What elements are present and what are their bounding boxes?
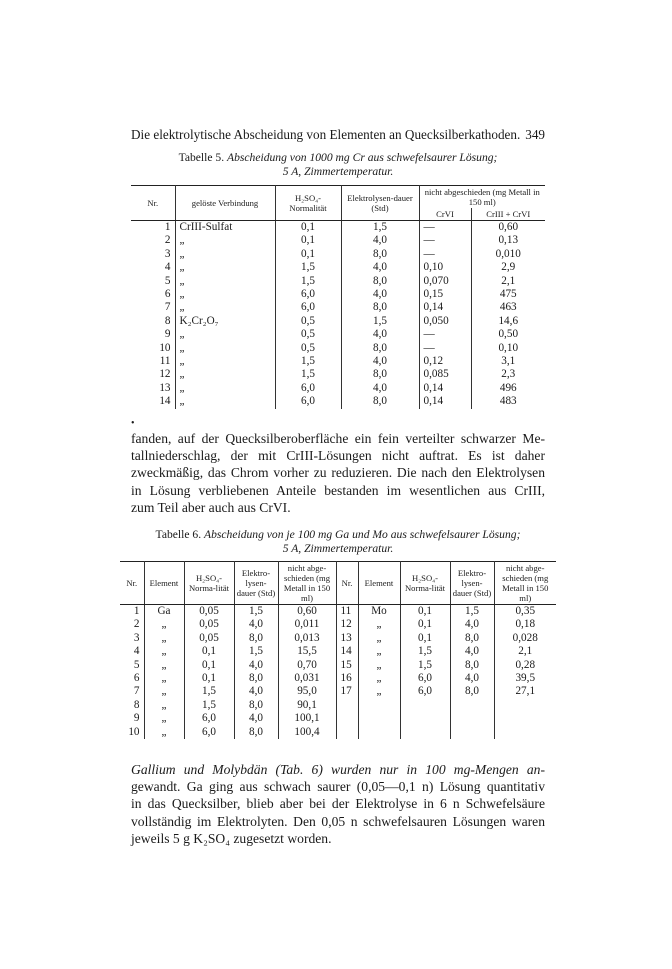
table5-header-nicht: nicht abgeschieden (mg Metall in 150 ml) [419, 186, 545, 209]
table5-cell-norm: 6,0 [275, 288, 341, 301]
table5-cell-nr: 13 [131, 382, 175, 395]
table6-cell-el2: Mo [358, 605, 400, 619]
table5-cell-dauer: 4,0 [341, 234, 419, 247]
table6-cell-nicht2: 0,35 [515, 605, 536, 617]
table6-row [120, 726, 556, 739]
table5-row [131, 368, 545, 381]
table5-caption [131, 151, 545, 179]
table6-cell-dauer: 8,0 [234, 726, 278, 739]
table6-cell-norm: 6,0 [184, 712, 234, 725]
table6-cell-nicht: 95,0 [278, 685, 336, 698]
table5-cell-norm: 0,5 [275, 342, 341, 355]
table5-cell-crsum: 496 [499, 381, 517, 394]
stray-mark: • [131, 418, 135, 429]
table5-row [131, 342, 545, 355]
table6-cell-dauer2 [450, 726, 494, 739]
table5-cell-dauer: 4,0 [341, 355, 419, 368]
table6-cell-dauer2 [450, 712, 494, 725]
table6-cell-dauer2: 8,0 [450, 659, 494, 672]
table5-cell-dauer: 8,0 [341, 342, 419, 355]
paragraph-2-line: gewandt. Ga ging aus schwach saurer (0,05—0,1 n) Lösung quantitativ [131, 779, 545, 795]
table6-cell-nicht: 15,5 [278, 645, 336, 658]
table5-cell-crsum: 483 [499, 395, 517, 408]
table6-row [120, 632, 556, 645]
table5-row [131, 355, 545, 368]
table5-cell-dauer: 8,0 [341, 301, 419, 314]
table6-cell-norm2: 0,1 [400, 632, 450, 645]
table5-cell-norm: 0,5 [275, 328, 341, 341]
table5-cell-nr: 1 [131, 221, 175, 235]
table5-cell-crsum: 463 [499, 301, 517, 314]
table5-cell-dauer: 1,5 [341, 221, 419, 235]
table5-row [131, 382, 545, 395]
table6-cell-el2: „ [358, 618, 400, 631]
table6-caption-title: Abscheidung von je 100 mg Ga und Mo aus schwefelsaurer Lösung; [204, 528, 521, 541]
table5-caption-label: Tabelle 5. [178, 151, 225, 164]
table6-row [120, 712, 556, 725]
table6-cell-nr2: 14 [336, 645, 358, 658]
table6-cell-el2 [358, 712, 400, 725]
table5-cell-norm: 1,5 [275, 368, 341, 381]
table6-cell-el2: „ [358, 672, 400, 685]
table6-cell-nr2: 12 [336, 618, 358, 631]
page-number: 349 [525, 127, 545, 142]
table6-header-dauer: Elektro-lysen-dauer (Std) [450, 562, 494, 605]
table6-cell-nicht: 0,60 [278, 605, 336, 619]
table6-cell-norm2: 1,5 [400, 659, 450, 672]
table5-cell-verb: CrIII-Sulfat [175, 221, 275, 235]
table6-cell-norm: 0,05 [184, 618, 234, 631]
table6-cell-dauer: 4,0 [234, 618, 278, 631]
table5-row [131, 301, 545, 314]
paragraph-1-line: zum Teil aber auch aus CrVI. [131, 499, 291, 515]
table5-cell-verb: „ [175, 288, 275, 301]
table5-cell-norm: 1,5 [275, 355, 341, 368]
table5-cell-norm: 1,5 [275, 275, 341, 288]
table6-cell-nicht: 100,1 [278, 712, 336, 725]
table5-cell-crsum: 14,6 [498, 314, 519, 327]
table5-header-verbindung: gelöste Verbindung [175, 186, 275, 221]
table6-cell-nr: 8 [120, 699, 144, 712]
table6-cell-el2: „ [358, 645, 400, 658]
table6-cell-norm2: 6,0 [400, 672, 450, 685]
table6-cell-el: „ [144, 632, 184, 645]
table6-cell-norm2 [400, 699, 450, 712]
table6-cell-nicht2: 39,5 [515, 672, 536, 685]
table6-cell-norm: 0,05 [184, 605, 234, 619]
table6-header-normalitaet: H₂SO₄-Norma-lität [400, 562, 450, 605]
table6-cell-norm: 1,5 [184, 699, 234, 712]
table5-cell-norm: 1,5 [275, 261, 341, 274]
table5-header-crsum: CrIII + CrVI [471, 208, 545, 221]
paragraph-1-line: in Lösung verbliebenen Anteile bestanden im wesentlichen aus CrIII, [131, 482, 545, 498]
paragraph-1-line: fanden, auf der Quecksilberoberfläche ein fein verteilter schwarzer Me- [131, 431, 545, 446]
table5-cell-dauer: 1,5 [341, 315, 419, 328]
table6-row [120, 672, 556, 685]
table5-cell-crsum: 0,13 [498, 234, 519, 247]
table5-cell-dauer: 8,0 [341, 395, 419, 408]
table5-cell-dauer: 4,0 [341, 382, 419, 395]
paragraph-1 [131, 430, 545, 516]
table5-row [131, 248, 545, 261]
table6-header-normalitaet: H₂SO₄-Norma-lität [184, 562, 234, 605]
table5-cell-crvi: 0,14 [419, 382, 471, 395]
table5-header-crvi: CrVI [419, 208, 471, 221]
table6-cell-dauer2: 8,0 [450, 685, 494, 698]
table5-cell-verb: „ [175, 275, 275, 288]
table6-cell-nicht2: 0,28 [515, 658, 536, 671]
table5-cell-crvi: — [419, 221, 471, 235]
table6-cell-nicht: 0,031 [278, 672, 336, 685]
paragraph-2-line [131, 761, 545, 778]
table6-cell-el2 [358, 726, 400, 739]
table6-cell-nr2 [336, 699, 358, 712]
table6-cell-nicht2: 0,18 [515, 618, 536, 631]
table5-cell-crvi: — [419, 342, 471, 355]
table5-cell-crvi: 0,14 [419, 395, 471, 408]
table5-cell-verb: „ [175, 395, 275, 408]
table6-cell-nr: 2 [120, 618, 144, 631]
table6-cell-nr2 [336, 726, 358, 739]
table5-cell-norm: 0,5 [275, 315, 341, 328]
table5-cell-crsum: 475 [499, 288, 517, 301]
table6-cell-norm: 0,05 [184, 632, 234, 645]
table6-row [120, 645, 556, 658]
table6-cell-dauer2: 1,5 [450, 605, 494, 619]
table5-cell-verb: „ [175, 382, 275, 395]
table6-cell-nicht2: 0,028 [512, 631, 538, 644]
table6-cell-nicht: 90,1 [278, 699, 336, 712]
table5-row [131, 315, 545, 328]
table5-cell-nr: 7 [131, 301, 175, 314]
table5-cell-crsum: 0,60 [498, 221, 519, 233]
table5-cell-norm: 0,1 [275, 221, 341, 235]
table6-cell-dauer: 8,0 [234, 632, 278, 645]
table5-cell-crvi: 0,14 [419, 301, 471, 314]
table6-header-nicht: nicht abge-schieden (mg Metall in 150 ml) [278, 562, 336, 605]
table6-cell-el: „ [144, 618, 184, 631]
running-head [131, 127, 545, 143]
paragraph-1-line: zweckmäßig, das Chrom vorher zu reduzieren. Die nach den Elektrolysen [131, 465, 545, 481]
table6-cell-nr2 [336, 712, 358, 725]
table6-cell-dauer: 4,0 [234, 712, 278, 725]
table5-cell-verb: „ [175, 328, 275, 341]
table6-cell-dauer: 1,5 [234, 605, 278, 619]
table5-cell-dauer: 4,0 [341, 288, 419, 301]
table5-caption-line2: 5 A, Zimmertemperatur. [282, 165, 394, 178]
table5-cell-verb: „ [175, 301, 275, 314]
table5-cell-norm: 6,0 [275, 382, 341, 395]
table6-cell-nr: 3 [120, 632, 144, 645]
table6-cell-el2: „ [358, 685, 400, 698]
table5-cell-norm: 0,1 [275, 234, 341, 247]
paragraph-2 [131, 761, 545, 847]
table5-cell-crsum: 2,9 [501, 261, 516, 274]
table5-cell-dauer: 8,0 [341, 368, 419, 381]
table5-cell-nr: 9 [131, 328, 175, 341]
table5-cell-nr: 3 [131, 248, 175, 261]
table6-cell-nr2: 13 [336, 632, 358, 645]
table6-cell-nr: 4 [120, 645, 144, 658]
table5-cell-norm: 6,0 [275, 301, 341, 314]
table6-cell-el: „ [144, 712, 184, 725]
table5-row [131, 221, 545, 235]
table6-cell-dauer2: 8,0 [450, 632, 494, 645]
table6-cell-norm2: 0,1 [400, 605, 450, 619]
table6-cell-el: „ [144, 726, 184, 739]
table5-cell-verb: „ [175, 234, 275, 247]
table6-cell-nr2: 16 [336, 672, 358, 685]
table6-cell-el: „ [144, 685, 184, 698]
table5-cell-crvi: 0,050 [419, 315, 471, 328]
table5-cell-crvi: — [419, 234, 471, 247]
table6-cell-nicht2 [494, 712, 556, 725]
table5-cell-crvi: 0,12 [419, 355, 471, 368]
table5-cell-nr: 6 [131, 288, 175, 301]
table5-cell-verb: „ [175, 355, 275, 368]
table6-cell-dauer: 8,0 [234, 672, 278, 685]
table6-cell-nr: 7 [120, 685, 144, 698]
table6-row [120, 699, 556, 712]
table6-cell-norm: 0,1 [184, 645, 234, 658]
table6-header-element: Element [144, 562, 184, 605]
table6-caption-line2: 5 A, Zimmertemperatur. [282, 542, 394, 555]
table6-cell-norm2 [400, 712, 450, 725]
table6-cell-dauer: 1,5 [234, 645, 278, 658]
table6-cell-norm2: 1,5 [400, 645, 450, 658]
table6-cell-norm: 6,0 [184, 726, 234, 739]
table5-header-dauer: Elektrolysen-dauer (Std) [341, 186, 419, 221]
table6-cell-norm2: 0,1 [400, 618, 450, 631]
table6-header-dauer: Elektro-lysen-dauer (Std) [234, 562, 278, 605]
paragraph-2-line-text: Gallium und Molybdän (Tab. 6) wurden nur in 100 mg-Mengen an- [131, 762, 545, 777]
table6-cell-nicht2: 2,1 [518, 645, 533, 658]
table5-cell-crvi: 0,15 [419, 288, 471, 301]
table6-row [120, 605, 556, 619]
table6-cell-nicht2 [494, 699, 556, 712]
paragraph-2-line: vollständig im Elektrolyten. Den 0,05 n schwefelsauren Lösungen waren [131, 813, 545, 829]
table5-cell-nr: 11 [131, 355, 175, 368]
paragraph-2-line: jeweils 5 g K₂SO₄ zugesetzt worden. [131, 830, 332, 846]
table6-cell-el: „ [144, 699, 184, 712]
table6-row [120, 659, 556, 672]
table6-cell-el: Ga [144, 605, 184, 619]
table6-cell-dauer2 [450, 699, 494, 712]
table6-cell-dauer: 4,0 [234, 685, 278, 698]
table6-cell-el: „ [144, 659, 184, 672]
table5-row [131, 261, 545, 274]
table5-cell-dauer: 4,0 [341, 328, 419, 341]
table5-cell-crsum: 0,50 [498, 328, 519, 341]
table6-cell-nr: 9 [120, 712, 144, 725]
table6-cell-norm2: 6,0 [400, 685, 450, 698]
table6-row [120, 685, 556, 698]
table6-caption-label: Tabelle 6. [155, 528, 202, 541]
table5-cell-nr: 5 [131, 275, 175, 288]
table6-cell-dauer: 4,0 [234, 659, 278, 672]
table5-cell-crvi: — [419, 328, 471, 341]
table5-cell-crvi: — [419, 248, 471, 261]
table5-row [131, 234, 545, 247]
table6-cell-nicht: 100,4 [278, 726, 336, 739]
table5-cell-crsum: 0,010 [495, 247, 521, 260]
table5-cell-dauer: 8,0 [341, 275, 419, 288]
table5-header-nr: Nr. [131, 186, 175, 221]
table6 [120, 561, 556, 739]
table5-cell-crvi: 0,070 [419, 275, 471, 288]
table5-cell-verb: „ [175, 342, 275, 355]
table5-cell-nr: 8 [131, 315, 175, 328]
table6-cell-el2: „ [358, 632, 400, 645]
table6-cell-el2 [358, 699, 400, 712]
table6-cell-nr2: 15 [336, 659, 358, 672]
table6-cell-norm: 0,1 [184, 659, 234, 672]
table6-cell-nr: 10 [120, 726, 144, 739]
table6-cell-dauer2: 4,0 [450, 618, 494, 631]
table6-cell-nicht2 [494, 726, 556, 739]
table5-cell-crsum: 2,3 [501, 368, 516, 381]
table6-cell-el: „ [144, 645, 184, 658]
table6-cell-norm2 [400, 726, 450, 739]
table6-cell-nicht: 0,70 [278, 659, 336, 672]
table5-cell-nr: 2 [131, 234, 175, 247]
table5 [131, 185, 545, 409]
table6-cell-nr: 1 [120, 605, 144, 619]
table5-cell-nr: 12 [131, 368, 175, 381]
table5-header-normalitaet: H₂SO₄-Normalität [275, 186, 341, 221]
table5-cell-dauer: 8,0 [341, 248, 419, 261]
table5-row [131, 275, 545, 288]
table6-cell-nr2: 17 [336, 685, 358, 698]
table5-cell-nr: 4 [131, 261, 175, 274]
table6-caption [131, 528, 545, 556]
table6-header-nr: Nr. [120, 562, 144, 605]
table6-cell-nicht2: 27,1 [515, 685, 536, 698]
table6-cell-nr: 6 [120, 672, 144, 685]
table5-cell-crsum: 3,1 [501, 355, 516, 368]
paragraph-1-line: tallniederschlag, der mit CrIII-Lösungen nicht auftrat. Es ist daher [131, 448, 545, 464]
table6-cell-dauer2: 4,0 [450, 672, 494, 685]
table5-cell-verb: K₂Cr₂O₇ [175, 315, 275, 328]
table5-cell-dauer: 4,0 [341, 261, 419, 274]
table5-cell-crsum: 2,1 [501, 274, 516, 287]
table5-cell-verb: „ [175, 248, 275, 261]
table5-row [131, 395, 545, 408]
paragraph-2-line: in das Quecksilber, blieb aber bei der Elektrolyse in 6 n Schwefelsäure [131, 796, 545, 812]
table5-cell-crvi: 0,10 [419, 261, 471, 274]
table6-cell-nicht: 0,011 [278, 618, 336, 631]
table6-cell-nr2: 11 [336, 605, 358, 619]
table5-cell-nr: 10 [131, 342, 175, 355]
table5-cell-verb: „ [175, 368, 275, 381]
table5-cell-crsum: 0,10 [498, 341, 519, 354]
table6-cell-el: „ [144, 672, 184, 685]
table6-header-element: Element [358, 562, 400, 605]
table6-cell-norm: 1,5 [184, 685, 234, 698]
table6-cell-dauer2: 4,0 [450, 645, 494, 658]
table5-cell-norm: 0,1 [275, 248, 341, 261]
table5-caption-title: Abscheidung von 1000 mg Cr aus schwefelsaurer Lösung; [227, 151, 498, 164]
table6-cell-nicht: 0,013 [278, 632, 336, 645]
table5-cell-verb: „ [175, 261, 275, 274]
table6-header-nr: Nr. [336, 562, 358, 605]
table5-row [131, 288, 545, 301]
table5-cell-nr: 14 [131, 395, 175, 408]
table5-cell-crvi: 0,085 [419, 368, 471, 381]
table6-header-nicht: nicht abge-schieden (mg Metall in 150 ml) [494, 562, 556, 605]
table5-cell-norm: 6,0 [275, 395, 341, 408]
running-head-title: Die elektrolytische Abscheidung von Elementen an Quecksilberkathoden. [131, 127, 521, 142]
table5-row [131, 328, 545, 341]
table6-cell-nr: 5 [120, 659, 144, 672]
table6-cell-norm: 0,1 [184, 672, 234, 685]
table6-cell-el2: „ [358, 659, 400, 672]
table6-row [120, 618, 556, 631]
table6-cell-dauer: 8,0 [234, 699, 278, 712]
